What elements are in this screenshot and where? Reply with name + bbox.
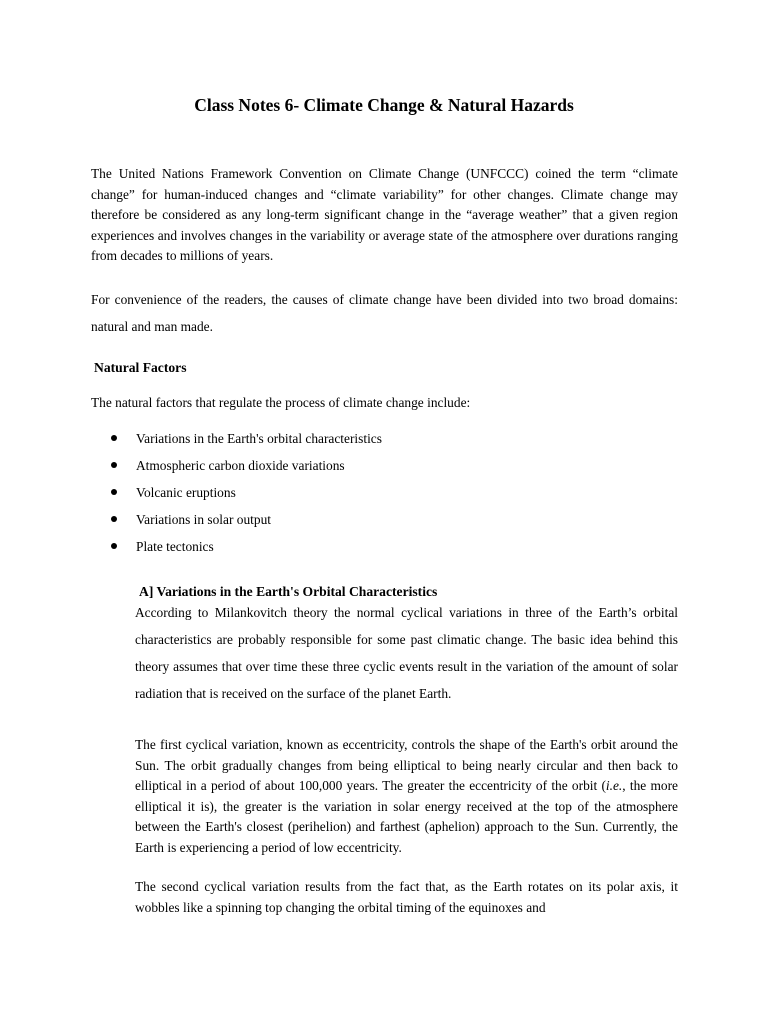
bullet-icon xyxy=(111,489,117,495)
precession-paragraph: The second cyclical variation results from the fact that, as the Earth rotates on its polar axis, it wobbles like a spinning top changing the orbital timing of the equinoxes and xyxy=(135,879,678,915)
list-item-text: Plate tectonics xyxy=(136,539,214,554)
natural-factors-intro: The natural factors that regulate the process of climate change include: xyxy=(91,395,471,410)
list-item-text: Variations in solar output xyxy=(136,512,272,527)
list-item xyxy=(108,457,382,484)
natural-factors-list xyxy=(108,430,382,565)
intro-paragraph-causes: For convenience of the readers, the causes of climate change have been divided into two broad domains: natural and man made. xyxy=(91,292,678,334)
eccentricity-text-end: , the more elliptical it is), the greater is the variation in solar energy received at the top of the atmosphere between the Earth's closest (perihelion) and farthest (aphelion) approach to the Sun. Currently, the Earth is experiencing a period of low eccentricity. xyxy=(135,778,678,855)
list-item-text: Volcanic eruptions xyxy=(136,485,236,500)
milankovitch-paragraph: According to Milankovitch theory the normal cyclical variations in three of the Earth’s orbital characteristics are probably responsible for some past climatic change. The basic idea behind this theory assumes that over time these three cyclic events result in the variation of the amount of solar radiation that is received on the surface of the planet Earth. xyxy=(135,605,678,701)
list-item xyxy=(108,430,382,457)
natural-factors-heading: Natural Factors xyxy=(94,360,187,375)
bullet-icon xyxy=(111,543,117,549)
bullet-icon xyxy=(111,462,117,468)
eccentricity-paragraph xyxy=(135,735,678,859)
bullet-icon xyxy=(111,516,117,522)
list-item xyxy=(108,538,382,565)
eccentricity-text-italic: i.e. xyxy=(605,778,623,794)
eccentricity-text-start: The first cyclical variation, known as eccentricity, controls the shape of the Earth's orbit around the Sun. The orbit gradually changes from being elliptical to being nearly circular and then back to elliptical in a period of about 100,000 years. The greater the eccentricity of the orbit ( xyxy=(135,737,678,794)
orbital-characteristics-heading: A] Variations in the Earth's Orbital Characteristics xyxy=(139,584,438,599)
document-title: Class Notes 6- Climate Change & Natural Hazards xyxy=(194,95,574,115)
list-item-text: Atmospheric carbon dioxide variations xyxy=(136,458,345,473)
bullet-icon xyxy=(111,435,117,441)
list-item xyxy=(108,484,382,511)
list-item xyxy=(108,511,382,538)
list-item-text: Variations in the Earth's orbital characteristics xyxy=(136,431,382,446)
intro-paragraph-unfccc: The United Nations Framework Convention on Climate Change (UNFCCC) coined the term “climate change” for human-induced changes and “climate variability” for other changes. Climate change may therefore be considered as any long-term significant change in the “average weather” that a given region experiences and involves changes in the variability or average state of the atmosphere over durations ranging from decades to millions of years. xyxy=(91,166,678,264)
